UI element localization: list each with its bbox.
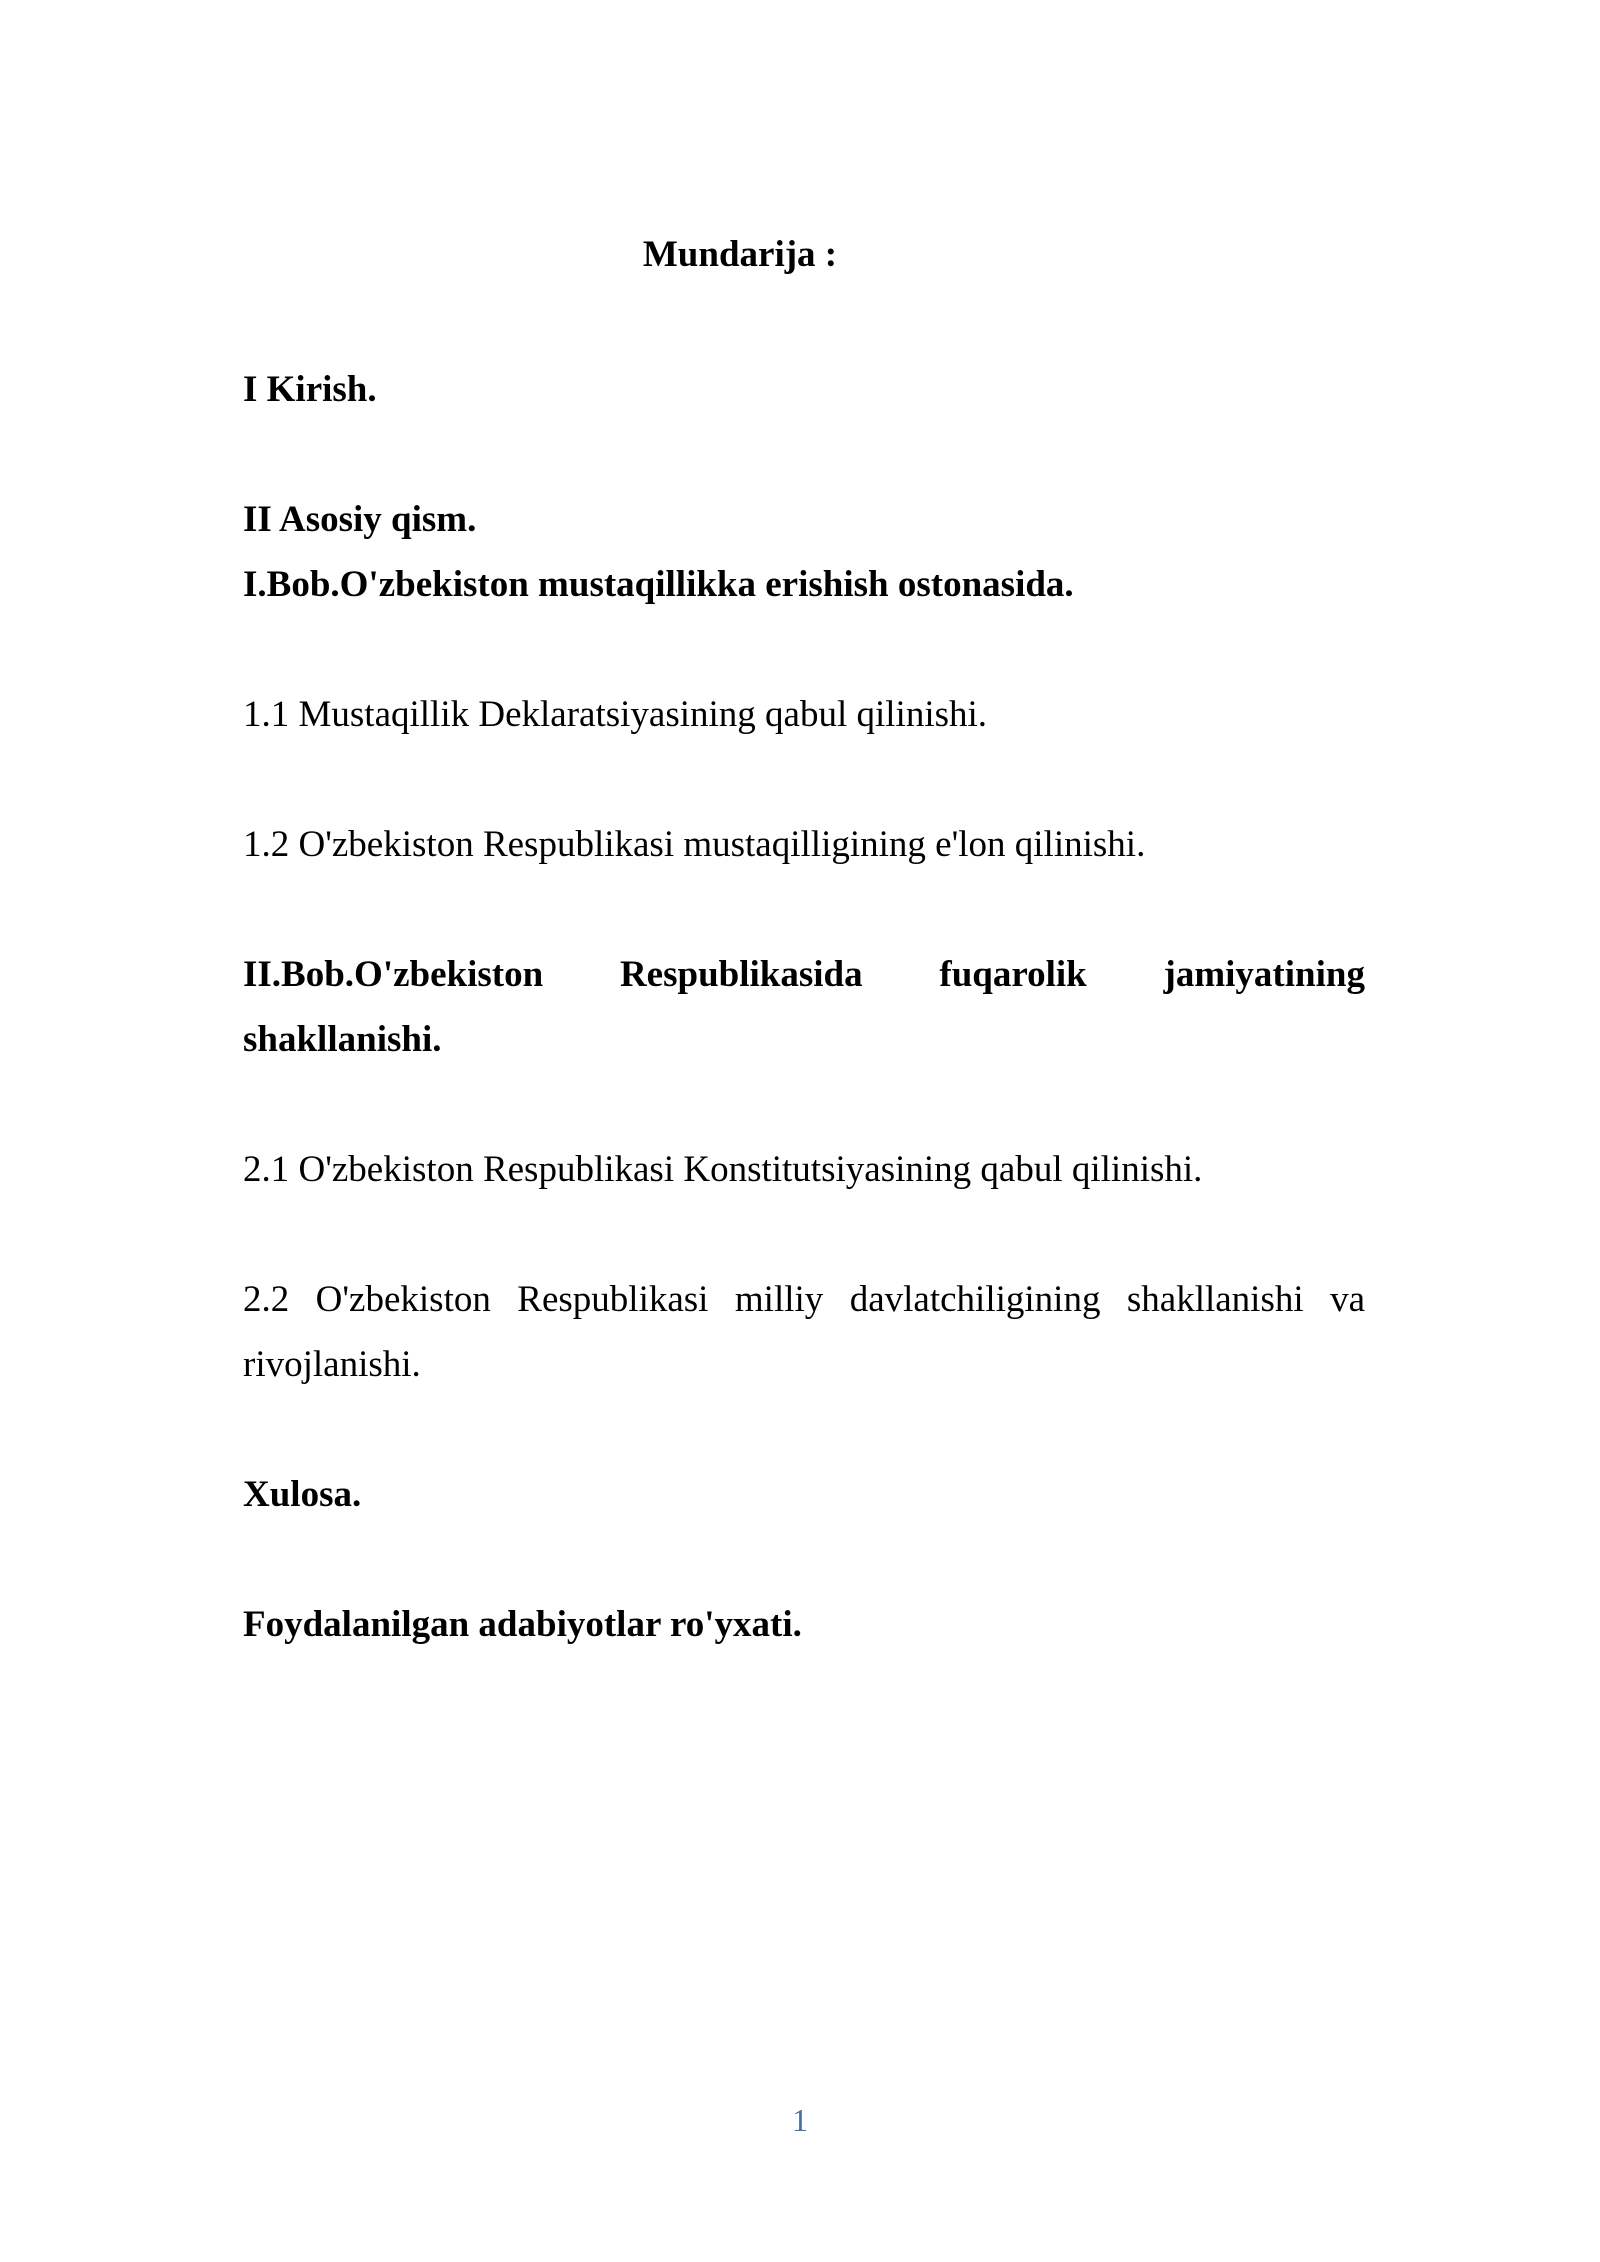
chapter-2-word: jamiyatining: [1163, 954, 1365, 995]
toc-entry-conclusion: Xulosa.: [243, 1474, 362, 1515]
section-2-2-word: shakllanishi: [1126, 1279, 1304, 1320]
toc-entry-references: Foydalanilgan adabiyotlar ro'yxati.: [243, 1604, 802, 1645]
toc-entry-section-2-2-line-1: [243, 1267, 1365, 1332]
chapter-2-word: fuqarolik: [939, 954, 1087, 995]
page-number: 1: [792, 2102, 808, 2138]
toc-entry-section-2-1: 2.1 O'zbekiston Respublikasi Konstitutsiyasining qabul qilinishi.: [243, 1149, 1203, 1190]
toc-entry-chapter-1: I.Bob.O'zbekiston mustaqillikka erishish ostonasida.: [243, 564, 1074, 605]
section-2-2-word: va: [1330, 1279, 1365, 1320]
section-2-2-word: milliy: [734, 1279, 824, 1320]
toc-entry-intro: I Kirish.: [243, 369, 377, 410]
section-2-2-word: Respublikasi: [517, 1279, 709, 1320]
toc-entry-section-1-1: 1.1 Mustaqillik Deklaratsiyasining qabul qilinishi.: [243, 694, 988, 735]
toc-entry-chapter-2-line-1: [243, 942, 1365, 1007]
section-2-2-word: davlatchiligining: [849, 1279, 1101, 1320]
page-title: Mundarija :: [642, 234, 838, 275]
chapter-2-word: Respublikasida: [619, 954, 863, 995]
toc-entry-section-1-2: 1.2 O'zbekiston Respublikasi mustaqilligining e'lon qilinishi.: [243, 824, 1146, 865]
chapter-2-word: II.Bob.O'zbekiston: [243, 954, 544, 995]
section-2-2-word: O'zbekiston: [315, 1279, 491, 1320]
toc-entry-main-part: II Asosiy qism.: [243, 499, 477, 540]
toc-entry-chapter-2: [243, 942, 1365, 1072]
toc-entry-section-2-2: [243, 1267, 1365, 1397]
toc-entry-chapter-2-line-2: shakllanishi.: [243, 1019, 442, 1060]
toc-entry-section-2-2-line-2: rivojlanishi.: [243, 1344, 421, 1385]
section-2-2-word: 2.2: [243, 1279, 290, 1320]
